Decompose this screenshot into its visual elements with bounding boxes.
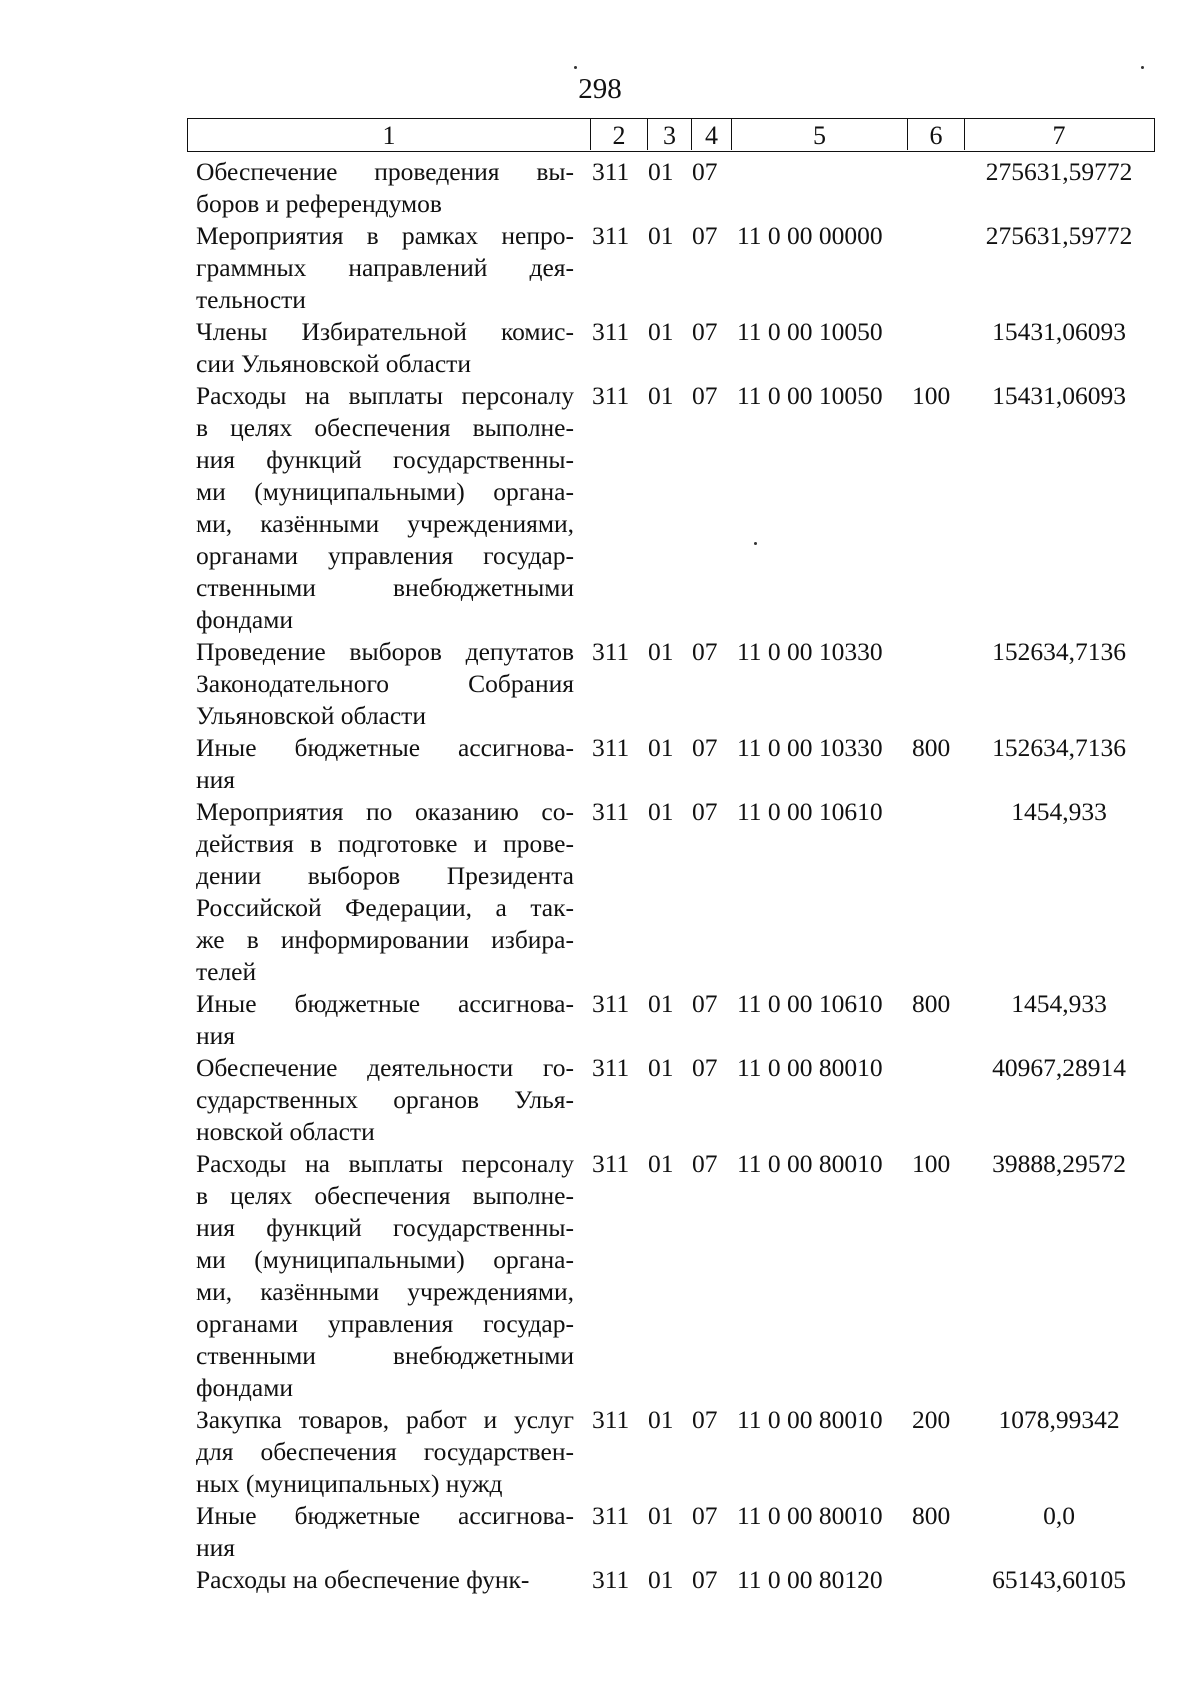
table-row — [0, 380, 1200, 636]
row-name-line: Закупка товаров, работ и услуг — [196, 1405, 574, 1434]
cell-col-6: 200 — [912, 1405, 951, 1434]
cell-col-5: 11 0 00 80010 — [737, 1053, 883, 1082]
row-name-line: фондами — [196, 1373, 293, 1402]
cell-col-4: 07 — [692, 733, 718, 762]
cell-col-5: 11 0 00 80010 — [737, 1501, 883, 1530]
cell-col-2: 311 — [592, 381, 630, 410]
row-name-line: сударственных органов Улья- — [196, 1085, 574, 1114]
scan-speck — [574, 66, 577, 69]
cell-col-3: 01 — [648, 317, 674, 346]
row-name-line: ми (муниципальными) органа- — [196, 1245, 574, 1274]
row-name-line: Российской Федерации, а так- — [196, 893, 574, 922]
row-name-line: Обеспечение деятельности го- — [196, 1053, 574, 1082]
table-row — [0, 316, 1200, 380]
row-name-line: сии Ульяновской области — [196, 349, 471, 378]
row-name-line: органами управления государ- — [196, 541, 574, 570]
cell-col-4: 07 — [692, 797, 718, 826]
row-name-line: Иные бюджетные ассигнова- — [196, 733, 574, 762]
cell-col-3: 01 — [648, 1053, 674, 1082]
cell-col-7: 275631,59772 — [985, 157, 1133, 186]
table-row — [0, 1404, 1200, 1500]
row-name-line: Иные бюджетные ассигнова- — [196, 1501, 574, 1530]
table-row — [0, 1564, 1200, 1596]
row-name — [196, 1052, 574, 1148]
row-name-line: ния — [196, 1021, 236, 1050]
cell-col-5: 11 0 00 00000 — [737, 221, 883, 250]
row-name-line: Расходы на выплаты персоналу — [196, 1149, 574, 1178]
header-col-6: 6 — [908, 119, 965, 150]
row-name-line: ния функций государственны- — [196, 1213, 574, 1242]
cell-col-7: 0,0 — [1043, 1501, 1075, 1530]
cell-col-5: 11 0 00 10330 — [737, 637, 883, 666]
row-name-line: ния — [196, 1533, 236, 1562]
cell-col-4: 07 — [692, 1053, 718, 1082]
table-row — [0, 796, 1200, 988]
cell-col-2: 311 — [592, 733, 630, 762]
cell-col-2: 311 — [592, 637, 630, 666]
row-name-line: Члены Избирательной комис- — [196, 317, 574, 346]
cell-col-2: 311 — [592, 221, 630, 250]
row-name-line: боров и референдумов — [196, 189, 442, 218]
cell-col-2: 311 — [592, 1053, 630, 1082]
cell-col-5: 11 0 00 80120 — [737, 1565, 883, 1594]
cell-col-4: 07 — [692, 1501, 718, 1530]
table-row — [0, 1148, 1200, 1404]
cell-col-3: 01 — [648, 637, 674, 666]
row-name-line: ми (муниципальными) органа- — [196, 477, 574, 506]
table-row — [0, 1052, 1200, 1148]
cell-col-7: 39888,29572 — [992, 1149, 1126, 1178]
cell-col-2: 311 — [592, 1565, 630, 1594]
cell-col-5: 11 0 00 10050 — [737, 317, 883, 346]
row-name-line: ных (муниципальных) нужд — [196, 1469, 503, 1498]
row-name — [196, 1500, 574, 1564]
row-name-line: в целях обеспечения выполне- — [196, 1181, 574, 1210]
cell-col-7: 1454,933 — [1011, 797, 1107, 826]
cell-col-6: 800 — [912, 989, 951, 1018]
row-name — [196, 636, 574, 732]
row-name-line: тельности — [196, 285, 306, 314]
cell-col-2: 311 — [592, 989, 630, 1018]
header-col-3: 3 — [648, 119, 692, 150]
row-name — [196, 796, 574, 988]
row-name-line: новской области — [196, 1117, 375, 1146]
header-col-1: 1 — [188, 119, 591, 150]
row-name — [196, 220, 574, 316]
cell-col-3: 01 — [648, 157, 674, 186]
cell-col-7: 275631,59772 — [985, 221, 1133, 250]
header-col-4: 4 — [692, 119, 732, 150]
page-number: 298 — [578, 73, 622, 105]
cell-col-7: 1454,933 — [1011, 989, 1107, 1018]
row-name-line: ственными внебюджетными — [196, 573, 574, 602]
row-name — [196, 1148, 574, 1404]
header-col-5: 5 — [732, 119, 908, 150]
row-name-line: ми, казёнными учреждениями, — [196, 509, 574, 538]
cell-col-7: 40967,28914 — [992, 1053, 1126, 1082]
table-body — [0, 156, 1200, 1596]
row-name — [196, 380, 574, 636]
cell-col-4: 07 — [692, 1405, 718, 1434]
table-row — [0, 156, 1200, 220]
cell-col-2: 311 — [592, 1405, 630, 1434]
scan-speck — [1141, 66, 1144, 69]
cell-col-3: 01 — [648, 989, 674, 1018]
cell-col-5: 11 0 00 10330 — [737, 733, 883, 762]
row-name-line: Иные бюджетные ассигнова- — [196, 989, 574, 1018]
row-name-line: Обеспечение проведения вы- — [196, 157, 574, 186]
cell-col-6: 800 — [912, 1501, 951, 1530]
row-name-line: ния — [196, 765, 236, 794]
row-name-line: граммных направлений дея- — [196, 253, 574, 282]
row-name-line: ния функций государственны- — [196, 445, 574, 474]
cell-col-2: 311 — [592, 1501, 630, 1530]
cell-col-5: 11 0 00 80010 — [737, 1405, 883, 1434]
row-name-line: Расходы на обеспечение функ- — [196, 1565, 530, 1594]
cell-col-6: 100 — [912, 381, 951, 410]
cell-col-3: 01 — [648, 1501, 674, 1530]
row-name-line: Законодательного Собрания — [196, 669, 574, 698]
table-row — [0, 220, 1200, 316]
row-name-line: Расходы на выплаты персоналу — [196, 381, 574, 410]
row-name-line: фондами — [196, 605, 293, 634]
cell-col-5: 11 0 00 80010 — [737, 1149, 883, 1178]
cell-col-4: 07 — [692, 989, 718, 1018]
row-name-line: ми, казёнными учреждениями, — [196, 1277, 574, 1306]
cell-col-7: 15431,06093 — [992, 381, 1126, 410]
row-name — [196, 316, 574, 380]
cell-col-4: 07 — [692, 157, 718, 186]
cell-col-7: 152634,7136 — [992, 733, 1126, 762]
header-col-2: 2 — [591, 119, 648, 150]
row-name-line: Мероприятия по оказанию со- — [196, 797, 574, 826]
cell-col-4: 07 — [692, 221, 718, 250]
cell-col-5: 11 0 00 10610 — [737, 797, 883, 826]
cell-col-3: 01 — [648, 221, 674, 250]
cell-col-2: 311 — [592, 797, 630, 826]
cell-col-4: 07 — [692, 637, 718, 666]
cell-col-5: 11 0 00 10050 — [737, 381, 883, 410]
table-row — [0, 732, 1200, 796]
cell-col-5: 11 0 00 10610 — [737, 989, 883, 1018]
cell-col-7: 1078,99342 — [998, 1405, 1120, 1434]
table-row — [0, 636, 1200, 732]
cell-col-7: 152634,7136 — [992, 637, 1126, 666]
row-name-line: действия в подготовке и прове- — [196, 829, 574, 858]
cell-col-3: 01 — [648, 381, 674, 410]
row-name — [196, 988, 574, 1052]
row-name-line: ственными внебюджетными — [196, 1341, 574, 1370]
cell-col-4: 07 — [692, 1565, 718, 1594]
row-name — [196, 1404, 574, 1500]
table-row — [0, 988, 1200, 1052]
cell-col-4: 07 — [692, 317, 718, 346]
table-row — [0, 1500, 1200, 1564]
cell-col-6: 100 — [912, 1149, 951, 1178]
cell-col-2: 311 — [592, 317, 630, 346]
cell-col-2: 311 — [592, 157, 630, 186]
row-name — [196, 156, 574, 220]
row-name-line: телей — [196, 957, 257, 986]
row-name-line: для обеспечения государствен- — [196, 1437, 574, 1466]
cell-col-3: 01 — [648, 1149, 674, 1178]
cell-col-2: 311 — [592, 1149, 630, 1178]
row-name-line: Ульяновской области — [196, 701, 426, 730]
cell-col-3: 01 — [648, 733, 674, 762]
cell-col-7: 15431,06093 — [992, 317, 1126, 346]
row-name-line: Мероприятия в рамках непро- — [196, 221, 574, 250]
cell-col-4: 07 — [692, 1149, 718, 1178]
row-name-line: же в информировании избира- — [196, 925, 574, 954]
row-name-line: органами управления государ- — [196, 1309, 574, 1338]
header-col-7: 7 — [1052, 121, 1066, 150]
row-name — [196, 732, 574, 796]
table-header — [187, 118, 1155, 152]
cell-col-3: 01 — [648, 1405, 674, 1434]
cell-col-3: 01 — [648, 1565, 674, 1594]
cell-col-3: 01 — [648, 797, 674, 826]
row-name-line: Проведение выборов депутатов — [196, 637, 574, 666]
row-name — [196, 1564, 574, 1596]
row-name-line: в целях обеспечения выполне- — [196, 413, 574, 442]
cell-col-4: 07 — [692, 381, 718, 410]
cell-col-6: 800 — [912, 733, 951, 762]
row-name-line: дении выборов Президента — [196, 861, 574, 890]
cell-col-7: 65143,60105 — [992, 1565, 1126, 1594]
